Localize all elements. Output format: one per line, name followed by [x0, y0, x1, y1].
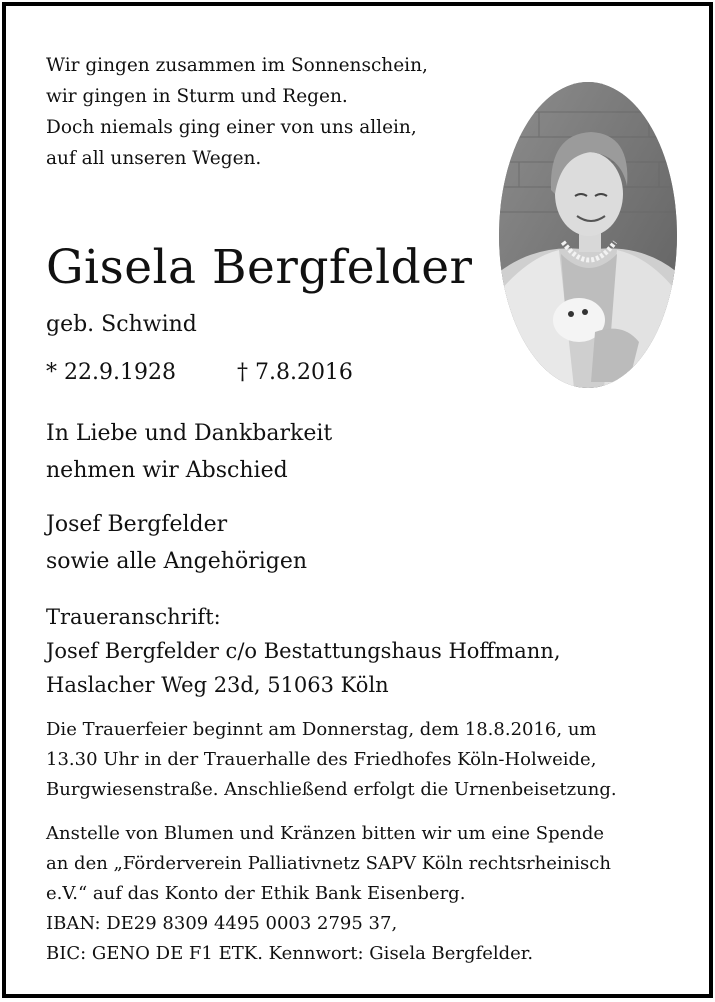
life-dates	[46, 357, 353, 389]
farewell-text	[46, 415, 332, 489]
poem-line: Wir gingen zusammen im Sonnenschein,	[46, 55, 428, 76]
signer-line: sowie alle Angehörigen	[46, 549, 308, 574]
signers	[46, 506, 307, 580]
farewell-line: In Liebe und Dankbarkeit	[46, 421, 333, 446]
death-date: † 7.8.2016	[236, 360, 353, 385]
mourning-address	[46, 600, 561, 702]
memorial-poem	[46, 50, 428, 174]
portrait-photo	[499, 82, 677, 388]
ceremony-line: Die Trauerfeier beginnt am Donnerstag, dem 18.8.2016, um	[46, 719, 597, 740]
maiden-name: geb. Schwind	[46, 312, 197, 337]
donation-line: an den „Förderverein Palliativnetz SAPV Köln rechtsrheinisch	[46, 853, 611, 874]
donation-line: Anstelle von Blumen und Kränzen bitten wir um eine Spende	[46, 823, 605, 844]
signer-line: Josef Bergfelder	[46, 512, 228, 537]
address-line: Josef Bergfelder c/o Bestattungshaus Hoffmann,	[46, 639, 561, 663]
poem-line: wir gingen in Sturm und Regen.	[46, 86, 348, 107]
poem-line: auf all unseren Wegen.	[46, 148, 262, 169]
bic-line: BIC: GENO DE F1 ETK. Kennwort: Gisela Bergfelder.	[46, 943, 534, 964]
ceremony-details	[46, 715, 617, 805]
donation-line: e.V.“ auf das Konto der Ethik Bank Eisenberg.	[46, 883, 466, 904]
farewell-line: nehmen wir Abschied	[46, 458, 288, 483]
address-heading: Traueranschrift:	[46, 605, 221, 629]
portrait-image	[499, 82, 677, 388]
ceremony-line: Burgwiesenstraße. Anschließend erfolgt die Urnenbeisetzung.	[46, 779, 617, 800]
donation-request	[46, 819, 611, 969]
iban-line: IBAN: DE29 8309 4495 0003 2795 37,	[46, 913, 398, 934]
ceremony-line: 13.30 Uhr in der Trauerhalle des Friedhofes Köln-Holweide,	[46, 749, 597, 770]
deceased-name: Gisela Bergfelder	[46, 240, 473, 295]
poem-line: Doch niemals ging einer von uns allein,	[46, 117, 417, 138]
obituary-notice	[2, 2, 713, 998]
address-line: Haslacher Weg 23d, 51063 Köln	[46, 673, 389, 697]
birth-date: * 22.9.1928	[46, 360, 176, 385]
